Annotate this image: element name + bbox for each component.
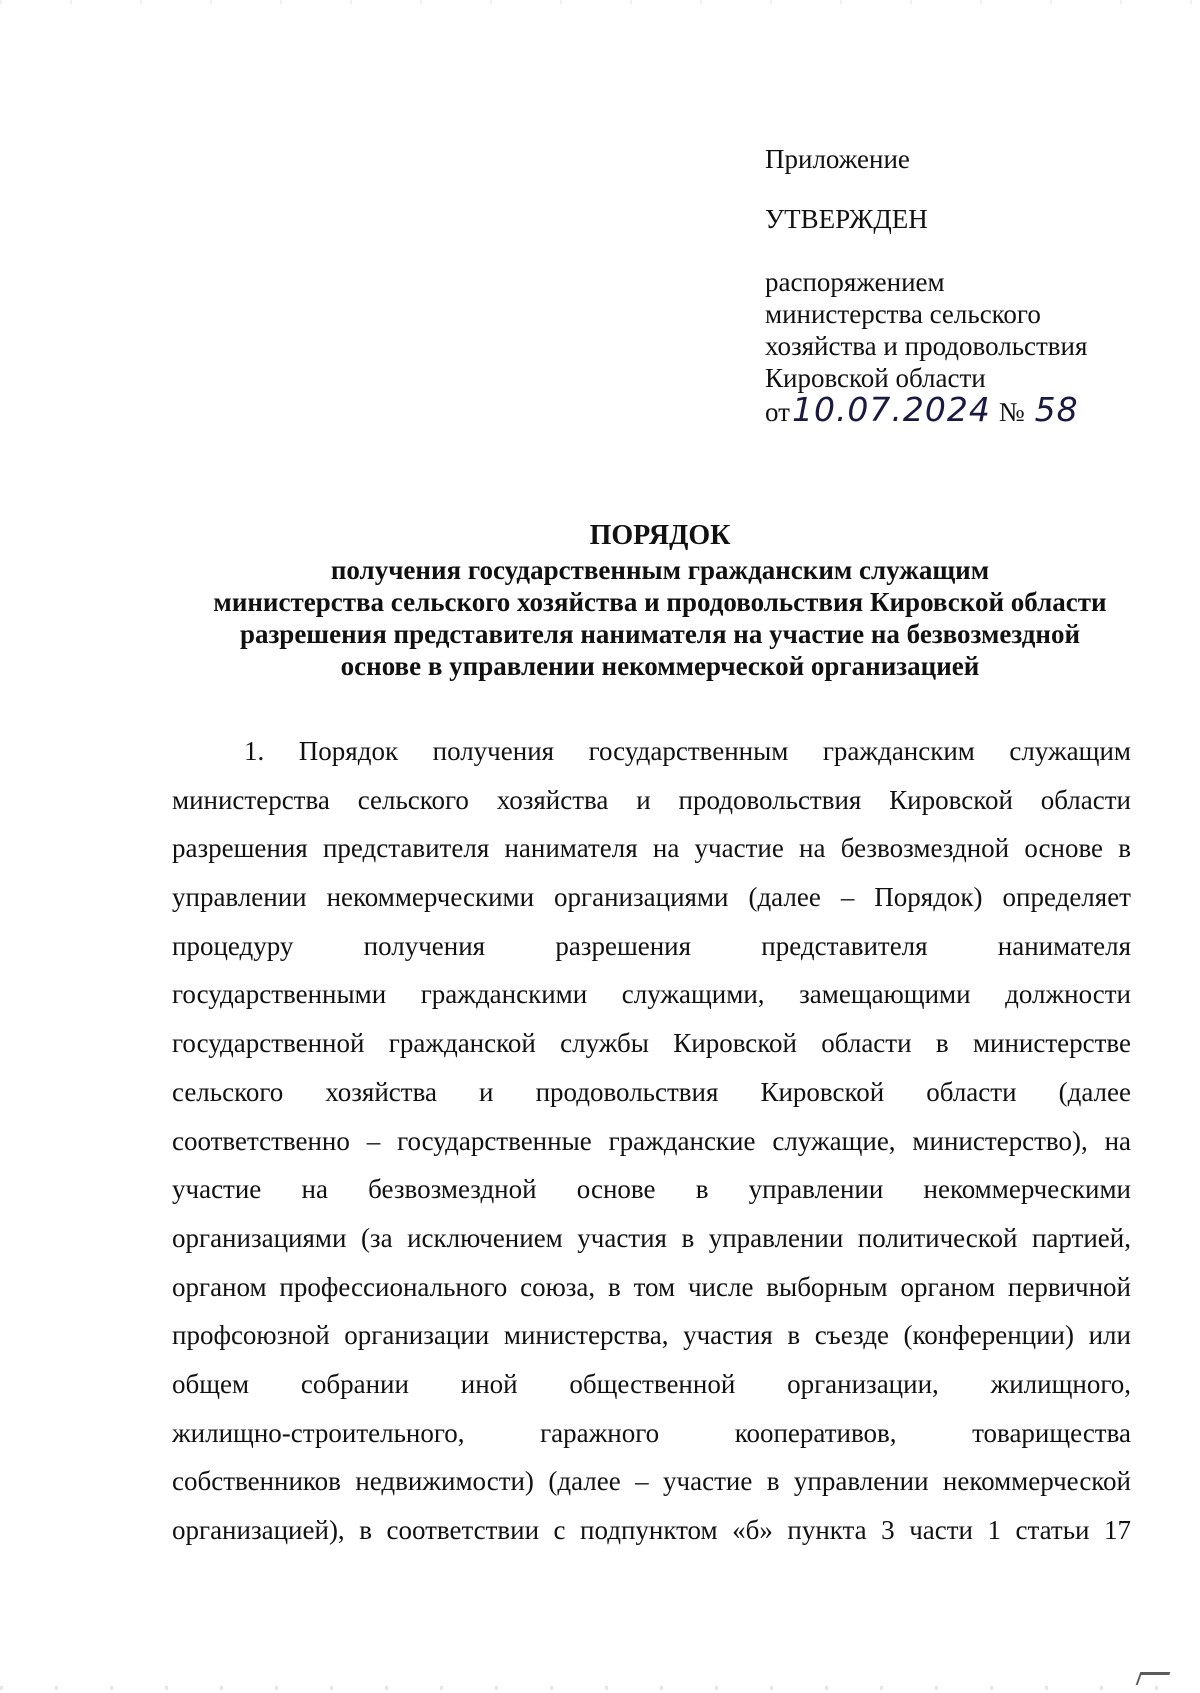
body-line: соответственно – государственные гражданские служащие, министерство), на [172, 1125, 1131, 1156]
body-line: государственными гражданскими служащими, замещающими должности [172, 979, 1131, 1010]
body-line: разрешения представителя нанимателя на участие на безвозмездной основе в [172, 833, 1131, 864]
body-line: управлении некоммерческими организациями (далее – Порядок) определяет [172, 882, 1131, 913]
number-label: № [998, 397, 1025, 427]
approval-date-number-row [765, 390, 1145, 429]
body-paragraph [172, 727, 1131, 1555]
approval-by-line: Кировской области [765, 363, 986, 393]
body-line: органом профессионального союза, в том числе выборным органом первичной [172, 1271, 1131, 1302]
approval-by-line: распоряжением [765, 267, 945, 297]
body-line: министерства сельского хозяйства и продовольствия Кировской области [172, 784, 1131, 815]
body-line: процедуру получения разрешения представителя нанимателя [172, 930, 1131, 961]
body-line: сельского хозяйства и продовольствия Кировской области (далее [172, 1076, 1131, 1107]
handwritten-date: 10.07.2024 [791, 390, 991, 429]
scan-artifact-bottom [0, 1686, 1200, 1690]
body-line: 1. Порядок получения государственным гражданским служащим [244, 736, 1131, 766]
document-title [160, 520, 1160, 682]
approval-by-line: министерства сельского [765, 299, 1041, 329]
approved-label: УТВЕРЖДЕН [765, 204, 928, 234]
body-line: государственной гражданской службы Кировской области в министерстве [172, 1028, 1131, 1059]
title-line: получения государственным гражданским служащим [330, 555, 990, 585]
from-label: от [765, 397, 790, 427]
body-line: организацией), в соответствии с подпунктом «б» пункта 3 части 1 статьи 17 [172, 1515, 1131, 1545]
handwritten-number: 58 [1034, 390, 1079, 429]
title-line: разрешения представителя нанимателя на участие на безвозмездной [239, 619, 1081, 649]
approval-block [765, 143, 1145, 428]
scan-corner-mark [1136, 1672, 1171, 1685]
title-line: министерства сельского хозяйства и продовольствия Кировской области [213, 587, 1107, 617]
approval-by-line: хозяйства и продовольствия [765, 331, 1088, 361]
scan-artifact-top [0, 0, 1200, 4]
title-main: ПОРЯДОК [589, 520, 731, 551]
body-line: организациями (за исключением участия в управлении политической партией, [172, 1222, 1131, 1253]
body-line: жилищно-строительного, гаражного кооперативов, товарищества [172, 1417, 1131, 1448]
body-line: участие на безвозмездной основе в управлении некоммерческими [172, 1174, 1131, 1205]
body-line: общем собрании иной общественной организации, жилищного, [172, 1368, 1131, 1399]
body-line: собственников недвижимости) (далее – участие в управлении некоммерческой [172, 1466, 1131, 1497]
appendix-label: Приложение [765, 144, 910, 174]
title-line: основе в управлении некоммерческой организацией [340, 651, 980, 681]
body-line: профсоюзной организации министерства, участия в съезде (конференции) или [172, 1320, 1131, 1351]
